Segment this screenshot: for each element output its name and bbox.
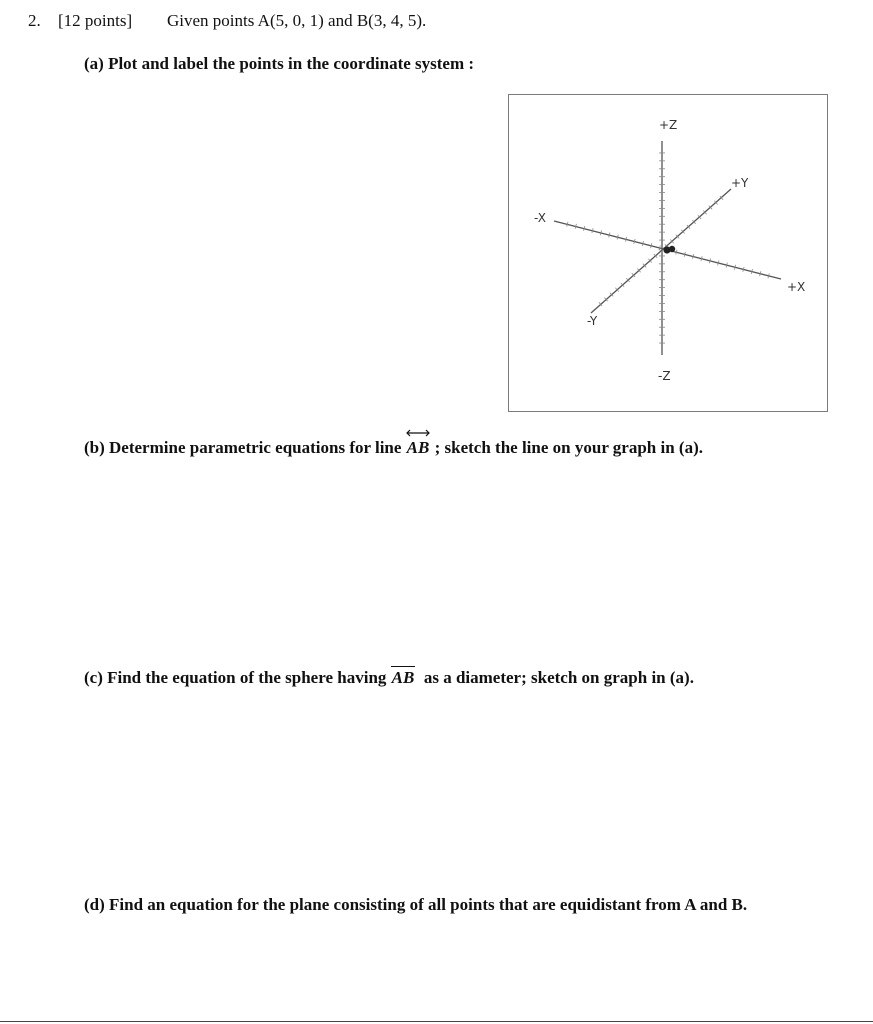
page-bottom-rule [0,1021,873,1022]
part-b-text-after: ; sketch the line on your graph in (a). [434,438,704,457]
double-arrow-icon [405,429,431,437]
label-pos-z: +Z [659,118,678,132]
part-c-prompt [84,668,694,688]
part-a-prompt: (a) Plot and label the points in the coordinate system : [84,54,475,73]
label-neg-z: -Z [658,369,671,383]
part-c-text-after: as a diameter; sketch on graph in (a). [423,668,694,687]
origin-point-offset [669,246,675,252]
question-points: [12 points] [58,11,133,30]
line-ab-letters: AB [406,438,430,457]
part-d-prompt: (d) Find an equation for the plane consisting of all points that are equidistant from A and B. [84,895,748,914]
part-b-text-before: (b) Determine parametric equations for line [84,438,402,457]
given-points-text: Given points A(5, 0, 1) and B(3, 4, 5). [167,11,427,30]
label-neg-x: -X [534,211,546,225]
label-neg-y: -Y [587,314,598,328]
segment-ab-symbol: AB [391,668,415,687]
question-number: 2. [28,11,41,30]
line-ab-symbol [406,438,431,458]
label-pos-y: +Y [731,176,749,190]
part-b-prompt [84,438,703,458]
coordinate-system-graph [508,94,828,412]
label-pos-x: +X [787,280,806,294]
axes-drawing [509,95,827,411]
part-c-text-before: (c) Find the equation of the sphere having [84,668,387,687]
